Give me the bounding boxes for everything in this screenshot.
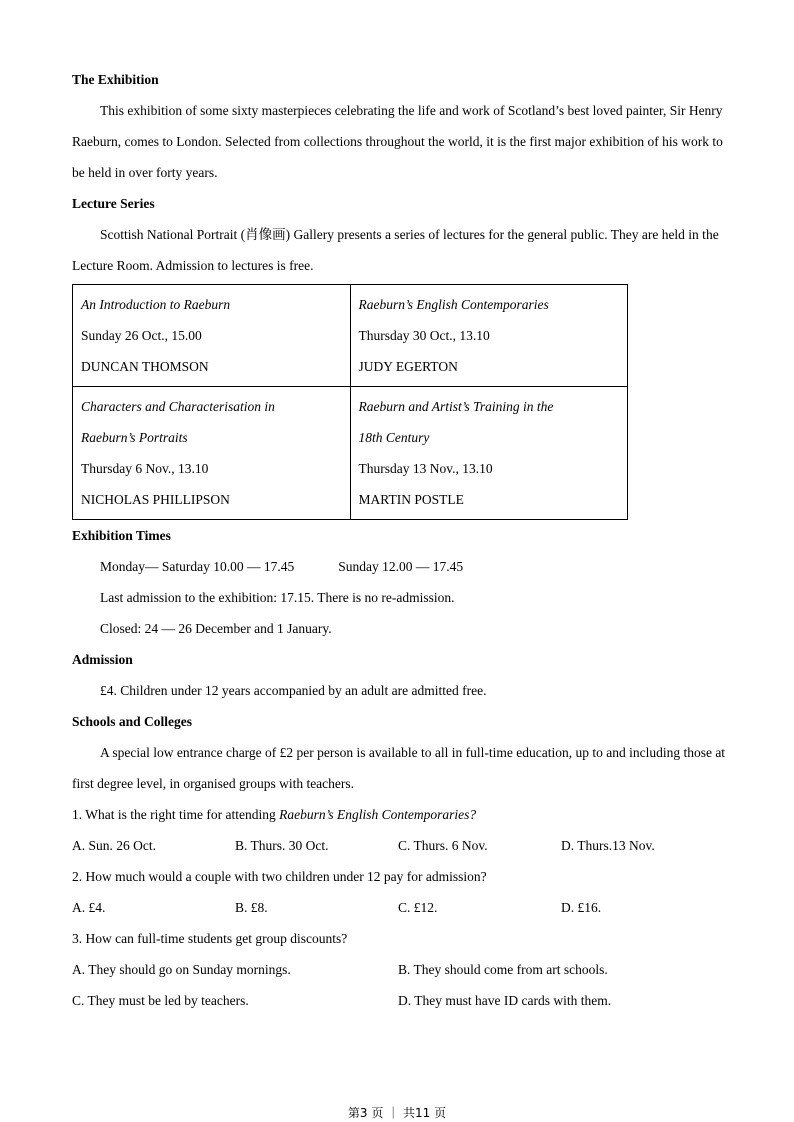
- question-text: 1. What is the right time for attending: [72, 807, 280, 822]
- lecture-title: An Introduction to Raeburn: [81, 297, 231, 312]
- lecture-table: [72, 284, 628, 520]
- schools-heading: Schools and Colleges: [72, 714, 193, 729]
- option: C. Thurs. 6 Nov.: [398, 838, 488, 853]
- table-row: [73, 285, 628, 387]
- lecture-cell: [73, 387, 351, 520]
- admission-heading: Admission: [72, 652, 133, 667]
- exhibition-text: This exhibition of some sixty masterpieces celebrating the life and work of Scotland’s best loved painter, Sir Henry Raeburn, comes to London. Selected from collections throughout the world, it is the first major exhibition of his work to be held in over forty years.: [72, 103, 723, 180]
- lecture-speaker: JUDY EGERTON: [358, 359, 458, 374]
- admission-text: £4. Children under 12 years accompanied by an adult are admitted free.: [100, 683, 487, 698]
- lecture-heading: Lecture Series: [72, 196, 155, 211]
- option: D. Thurs.13 Nov.: [561, 838, 655, 853]
- question-3: 3. How can full-time students get group discounts?: [72, 931, 348, 946]
- weekday-hours: Monday— Saturday 10.00 — 17.45: [100, 559, 295, 574]
- schools-text: A special low entrance charge of £2 per person is available to all in full-time education, up to and including those at first degree level, in organised groups with teachers.: [72, 745, 726, 791]
- lecture-title: Raeburn and Artist’s Training in the: [358, 399, 554, 414]
- question-2: 2. How much would a couple with two children under 12 pay for admission?: [72, 869, 487, 884]
- lecture-time: Thursday 6 Nov., 13.10: [81, 461, 209, 476]
- last-admission: Last admission to the exhibition: 17.15. There is no re-admission.: [100, 590, 455, 605]
- lecture-speaker: MARTIN POSTLE: [358, 492, 464, 507]
- question-2-options: [72, 892, 732, 923]
- question-italic: Raeburn’s English Contemporaries?: [279, 807, 477, 822]
- question-1: [72, 799, 732, 830]
- lecture-text: Scottish National Portrait (肖像画) Gallery presents a series of lectures for the general public. They are held in the Lecture Room. Admission to lectures is free.: [72, 227, 719, 273]
- times-heading: Exhibition Times: [72, 528, 171, 543]
- question-3-options-cd: [72, 985, 732, 1016]
- lecture-speaker: NICHOLAS PHILLIPSON: [81, 492, 230, 507]
- exhibition-heading: The Exhibition: [72, 72, 159, 87]
- lecture-time: Thursday 13 Nov., 13.10: [358, 461, 493, 476]
- sunday-hours: Sunday 12.00 — 17.45: [338, 559, 464, 574]
- lecture-title-cont: 18th Century: [358, 430, 430, 445]
- lecture-title: Raeburn’s English Contemporaries: [358, 297, 549, 312]
- option: B. £8.: [235, 900, 268, 915]
- option: A. Sun. 26 Oct.: [72, 838, 156, 853]
- page-footer: 第3 页 ｜ 共11 页: [347, 1106, 447, 1120]
- lecture-title: Characters and Characterisation in: [81, 399, 275, 414]
- option: B. They should come from art schools.: [398, 962, 608, 977]
- lecture-title-cont: Raeburn’s Portraits: [81, 430, 188, 445]
- option: C. They must be led by teachers.: [72, 993, 249, 1008]
- lecture-cell: [350, 285, 628, 387]
- question-1-options: [72, 830, 732, 861]
- lecture-speaker: DUNCAN THOMSON: [81, 359, 209, 374]
- closed-dates: Closed: 24 — 26 December and 1 January.: [100, 621, 332, 636]
- table-row: [73, 387, 628, 520]
- option: A. They should go on Sunday mornings.: [72, 962, 291, 977]
- option: C. £12.: [398, 900, 438, 915]
- option: A. £4.: [72, 900, 106, 915]
- lecture-time: Thursday 30 Oct., 13.10: [358, 328, 490, 343]
- document-page: [72, 64, 732, 1016]
- times-schedule: [72, 551, 732, 582]
- option: B. Thurs. 30 Oct.: [235, 838, 329, 853]
- lecture-cell: [73, 285, 351, 387]
- option: D. They must have ID cards with them.: [398, 993, 612, 1008]
- lecture-time: Sunday 26 Oct., 15.00: [81, 328, 202, 343]
- lecture-cell: [350, 387, 628, 520]
- question-3-options-ab: [72, 954, 732, 985]
- option: D. £16.: [561, 900, 602, 915]
